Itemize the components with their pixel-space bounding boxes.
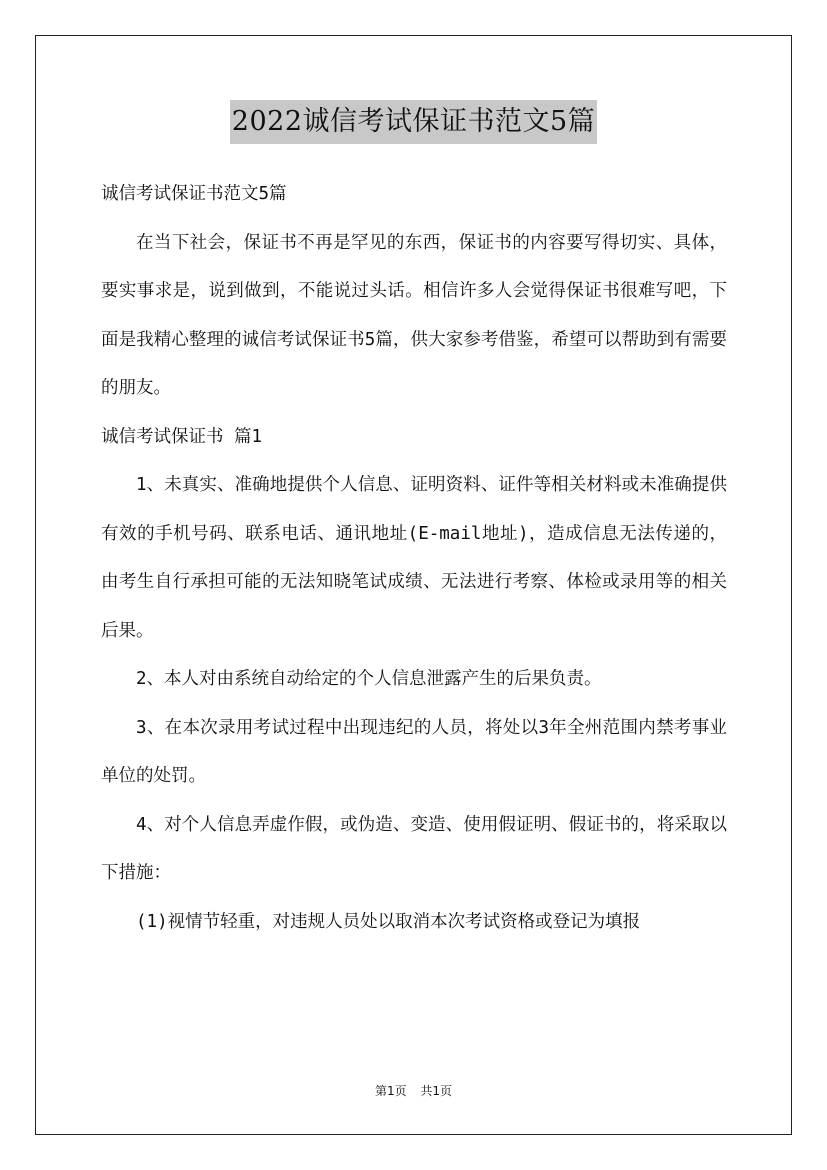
clause-1-paragraph: 1、未真实、准确地提供个人信息、证明资料、证件等相关材料或未准确提供有效的手机号码、联系电话、通讯地址(E-mail地址)，造成信息无法传递的，由考生自行承担可能的无法知晓笔试成绩、无法进行考察、体检或录用等的相关后果。 xyxy=(101,475,727,641)
title-container xyxy=(0,100,827,144)
clause-4-1-paragraph: (1)视情节轻重，对违规人员处以取消本次考试资格或登记为填报 xyxy=(136,911,641,932)
clause-4-paragraph: 4、对个人信息弄虚作假，或伪造、变造、使用假证明、假证书的，将采取以下措施： xyxy=(101,814,727,883)
page-total: 共1页 xyxy=(420,1084,453,1098)
intro-paragraph: 在当下社会，保证书不再是罕见的东西，保证书的内容要写得切实、具体，要实事求是，说到做到，不能说过头话。相信许多人会觉得保证书很难写吧，下面是我精心整理的诚信考试保证书5篇，供大家参考借鉴，希望可以帮助到有需要的朋友。 xyxy=(101,232,727,398)
document-title: 2022诚信考试保证书范文5篇 xyxy=(230,100,597,144)
section-heading: 诚信考试保证书 篇1 xyxy=(101,426,263,447)
page-footer xyxy=(0,1082,827,1099)
page-number: 第1页 xyxy=(374,1084,407,1098)
document-body xyxy=(101,170,727,946)
subtitle-heading: 诚信考试保证书范文5篇 xyxy=(101,184,287,204)
clause-3-paragraph: 3、在本次录用考试过程中出现违纪的人员，将处以3年全州范围内禁考事业单位的处罚。 xyxy=(101,717,727,786)
clause-2-paragraph: 2、本人对由系统自动给定的个人信息泄露产生的后果负责。 xyxy=(136,669,602,689)
